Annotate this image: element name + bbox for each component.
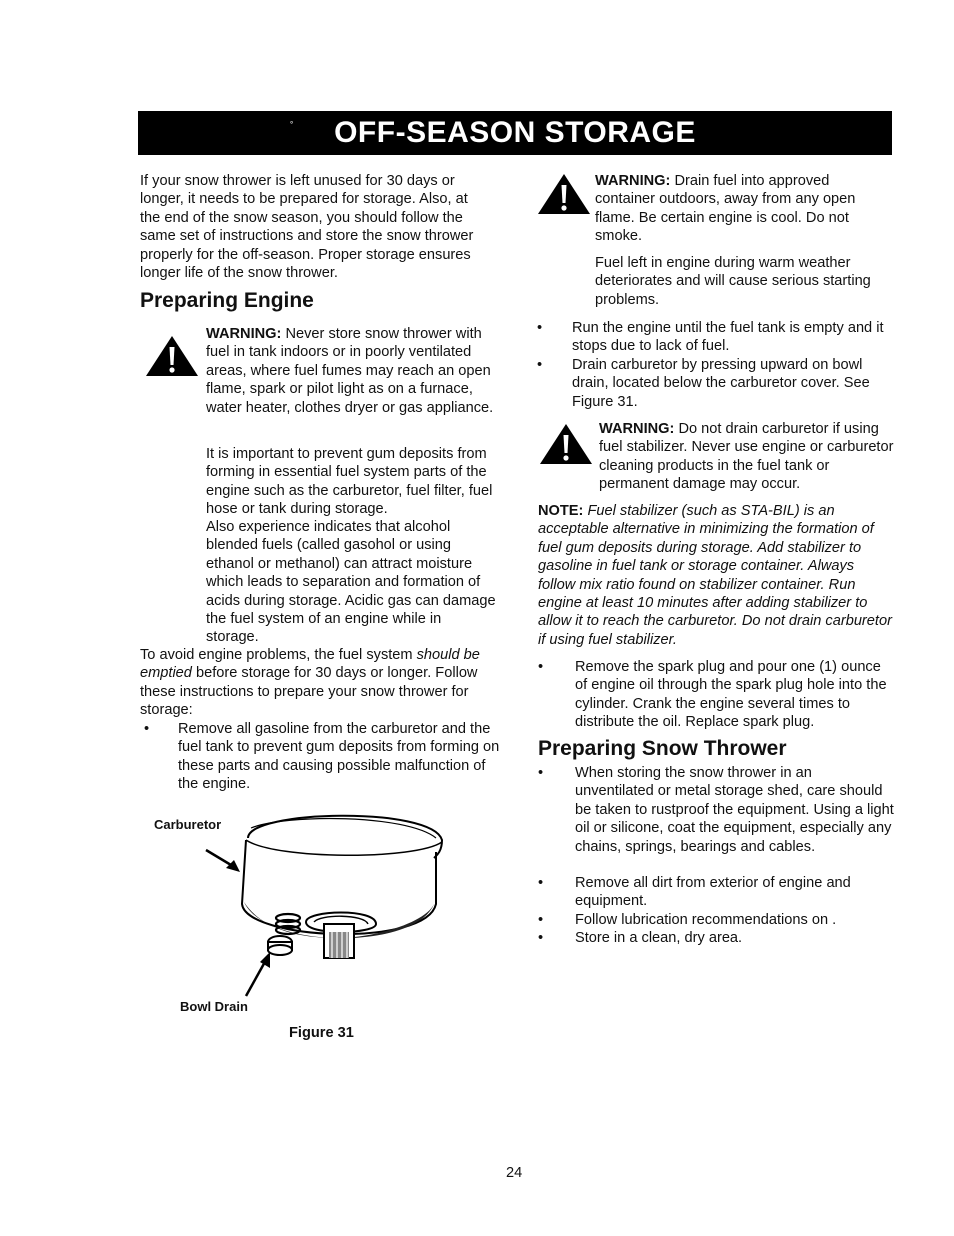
preparing-snow-thrower-heading: Preparing Snow Thrower [538,737,787,760]
avoid-problems-paragraph: To avoid engine problems, the fuel system should be emptied before storage for 30 days or longer. Follow these instructions to prepare your snow thrower for storage: [140,647,480,719]
alcohol-fuels-paragraph: Also experience indicates that alcohol blended fuels (called gasohol or using ethanol or methanol) can attract moisture which leads to separation and formation of acids during storage. Acidic gas can damage the fuel system of an engine while in storage. [206,519,496,646]
bullet-icon: • [537,320,543,336]
warning-label: WARNING: [595,173,671,189]
warning-label: WARNING: [599,421,675,437]
list-item: • Store in a clean, dry area. [538,930,743,946]
fuel-left-paragraph: Fuel left in engine during warm weather deteriorates and will cause serious starting problems. [595,255,871,308]
list-item: • When storing the snow thrower in an unventilated or metal storage shed, care should be taken to rustproof the equipment. Using a light oil or silicone, coat the equipment, especially any chains, springs, bearings and cables. [538,765,894,855]
list-item: • Follow lubrication recommendations on . [538,912,837,928]
bullet-icon: • [538,765,544,781]
list-item: • Remove all gasoline from the carburetor and the fuel tank to prevent gum deposits from forming on these parts and causing possible malfunction of the engine. [144,721,500,793]
list-item: • Remove all dirt from exterior of engine and equipment. [538,875,851,910]
carburetor-illustration [196,800,456,1000]
list-item: • Run the engine until the fuel tank is empty and it stops due to lack of fuel. [537,320,884,355]
stabilizer-warning-text: WARNING: Do not drain carburetor if using fuel stabilizer. Never use engine or carburetor cleaning products in the fuel tank or permanent damage may occur. [599,421,894,493]
warning-triangle-icon [538,422,594,466]
bullet-icon: • [538,875,544,891]
engine-warning-text: WARNING: Never store snow thrower with fuel in tank indoors or in poorly ventilated areas, where fuel fumes may reach an open flame, spark or pilot light as on a furnace, water heater, clothes dryer or gas appliance. [206,326,494,416]
carburetor-label: Carburetor [154,817,222,832]
bowl-drain-label: Bowl Drain [180,999,248,1014]
list-item: • Remove the spark plug and pour one (1) ounce of engine oil through the spark plug hole into the cylinder. Crank the engine several times to distribute the oil. Replace spark plug. [538,659,887,731]
section-title: OFF-SEASON STORAGE [334,116,696,149]
bullet-icon: • [538,930,544,946]
gum-deposits-paragraph: It is important to prevent gum deposits from forming in essential fuel system parts of the engine such as the carburetor, fuel filter, fuel hose or tank during storage. [206,446,493,518]
note-label: NOTE: [538,503,584,519]
note-paragraph: NOTE: Fuel stabilizer (such as STA-BIL) is an acceptable alternative in minimizing the formation of fuel gum deposits during storage. Add stabilizer to gasoline in fuel tank or storage container. Always follow mix ratio found on stabilizer container. Run engine at least 10 minutes after adding stabilizer to allow it to reach the carburetor. Do not drain carburetor if using fuel stabilizer. [538,503,892,648]
list-item: • Drain carburetor by pressing upward on bowl drain, located below the carburetor cover. See Figure 31. [537,357,870,410]
warning-triangle-icon [144,334,200,378]
warning-triangle-icon [536,172,592,216]
drain-fuel-warning-text: WARNING: Drain fuel into approved container outdoors, away from any open flame. Be certain engine is cool. Do not smoke. [595,173,856,245]
page-number: 24 [506,1165,523,1181]
bullet-icon: • [144,721,150,737]
intro-paragraph: If your snow thrower is left unused for 30 days or longer, it needs to be prepared for storage. Also, at the end of the snow season, you should follow the same set of instructions and store the snow thrower properly for the off-season. Proper storage ensures longer life of the snow thrower. [140,173,474,282]
figure-caption: Figure 31 [289,1025,354,1041]
bullet-icon: • [537,357,543,373]
section-title-banner: ° OFF-SEASON STORAGE [138,111,892,155]
preparing-engine-heading: Preparing Engine [140,289,314,312]
bullet-icon: • [538,912,544,928]
warning-label: WARNING: [206,326,282,342]
bullet-icon: • [538,659,544,675]
